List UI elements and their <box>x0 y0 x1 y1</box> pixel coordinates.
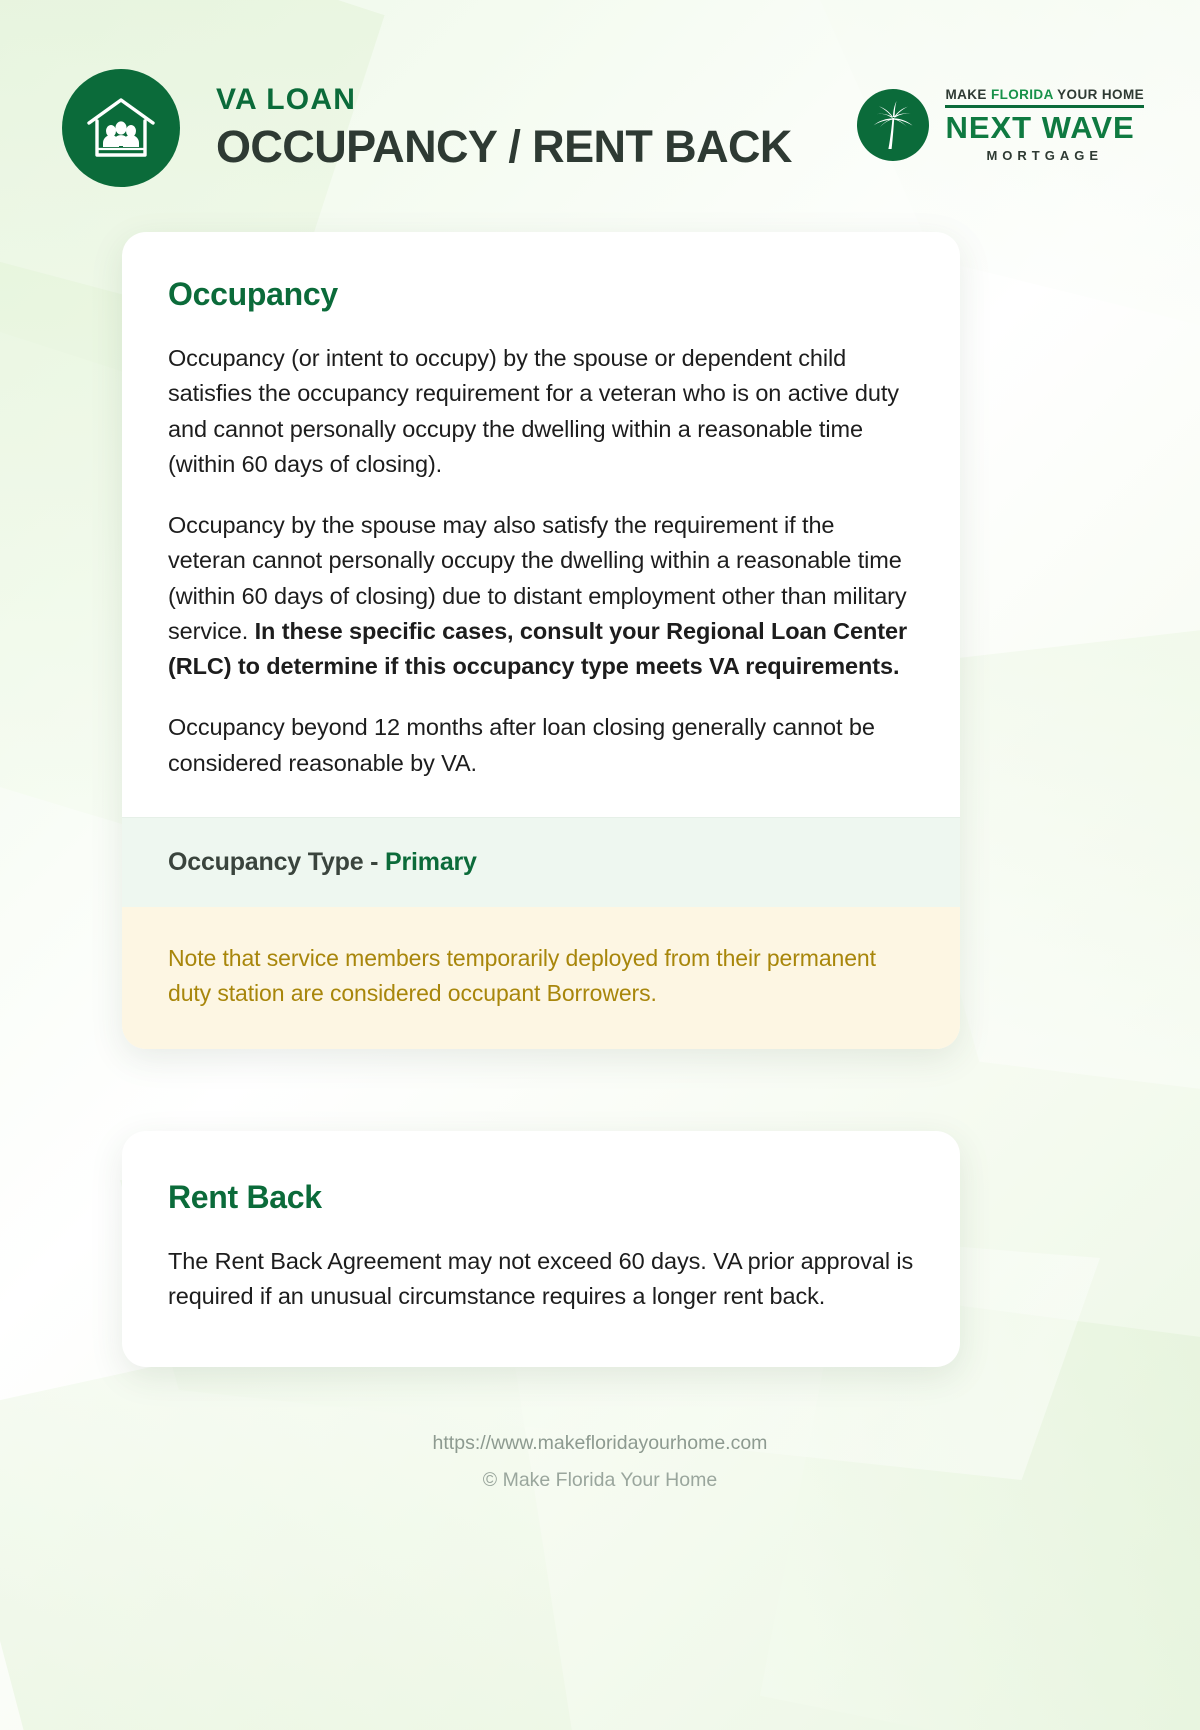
palm-tree-icon <box>857 89 929 161</box>
page-title: OCCUPANCY / RENT BACK <box>216 121 792 173</box>
occupancy-paragraph-2-normal: Occupancy by the spouse may also satisfy the requirement if the veteran cannot personally occupy the dwelling within a reasonable time (within 60 days of closing) due to distant employment other than military service. <box>168 512 907 644</box>
rent-back-section-title: Rent Back <box>168 1179 322 1215</box>
page-kicker: VA LOAN <box>216 83 357 117</box>
occupancy-card-body <box>122 232 960 817</box>
house-family-icon <box>62 69 180 187</box>
logo-tagline <box>945 87 1144 102</box>
footer-website-link[interactable]: https://www.makefloridayourhome.com <box>432 1432 768 1454</box>
rent-back-card-body <box>122 1131 960 1367</box>
page-header <box>0 0 1200 210</box>
occupancy-note-text: Note that service members temporarily deployed from their permanent duty station are considered occupant Borrowers. <box>168 944 876 1006</box>
logo-tagline-highlight: FLORIDA <box>990 87 1054 102</box>
footer-copyright: © Make Florida Your Home <box>482 1469 718 1491</box>
page-footer <box>0 1432 1200 1492</box>
occupancy-type-row <box>122 817 960 907</box>
logo-tagline-suffix: YOUR HOME <box>1053 87 1144 102</box>
occupancy-paragraph-2 <box>168 508 914 684</box>
logo-tagline-prefix: MAKE <box>945 87 991 102</box>
occupancy-type-label: Occupancy Type - <box>168 847 386 876</box>
occupancy-note-box <box>122 907 960 1049</box>
logo-wordmark <box>945 87 1144 163</box>
company-logo <box>857 87 1144 169</box>
occupancy-card <box>122 232 960 1049</box>
header-title-block <box>216 83 857 173</box>
occupancy-type-value: Primary <box>385 847 477 876</box>
occupancy-paragraph-3: Occupancy beyond 12 months after loan closing generally cannot be considered reasonable by VA. <box>168 714 875 776</box>
logo-company-subtitle: MORTGAGE <box>986 148 1103 163</box>
occupancy-paragraph-2-bold: In these specific cases, consult your Regional Loan Center (RLC) to determine if this occupancy type meets VA requirements. <box>168 617 907 679</box>
occupancy-paragraph-1: Occupancy (or intent to occupy) by the spouse or dependent child satisfies the occupancy requirement for a veteran who is on active duty and cannot personally occupy the dwelling within a reasonable time (within 60 days of closing). <box>168 345 899 477</box>
occupancy-section-title: Occupancy <box>168 276 338 312</box>
rent-back-paragraph-1: The Rent Back Agreement may not exceed 60 days. VA prior approval is required if an unusual circumstance requires a longer rent back. <box>168 1248 914 1310</box>
rent-back-card <box>122 1131 960 1367</box>
logo-divider <box>945 105 1144 108</box>
logo-company-name: NEXT WAVE <box>945 110 1135 145</box>
